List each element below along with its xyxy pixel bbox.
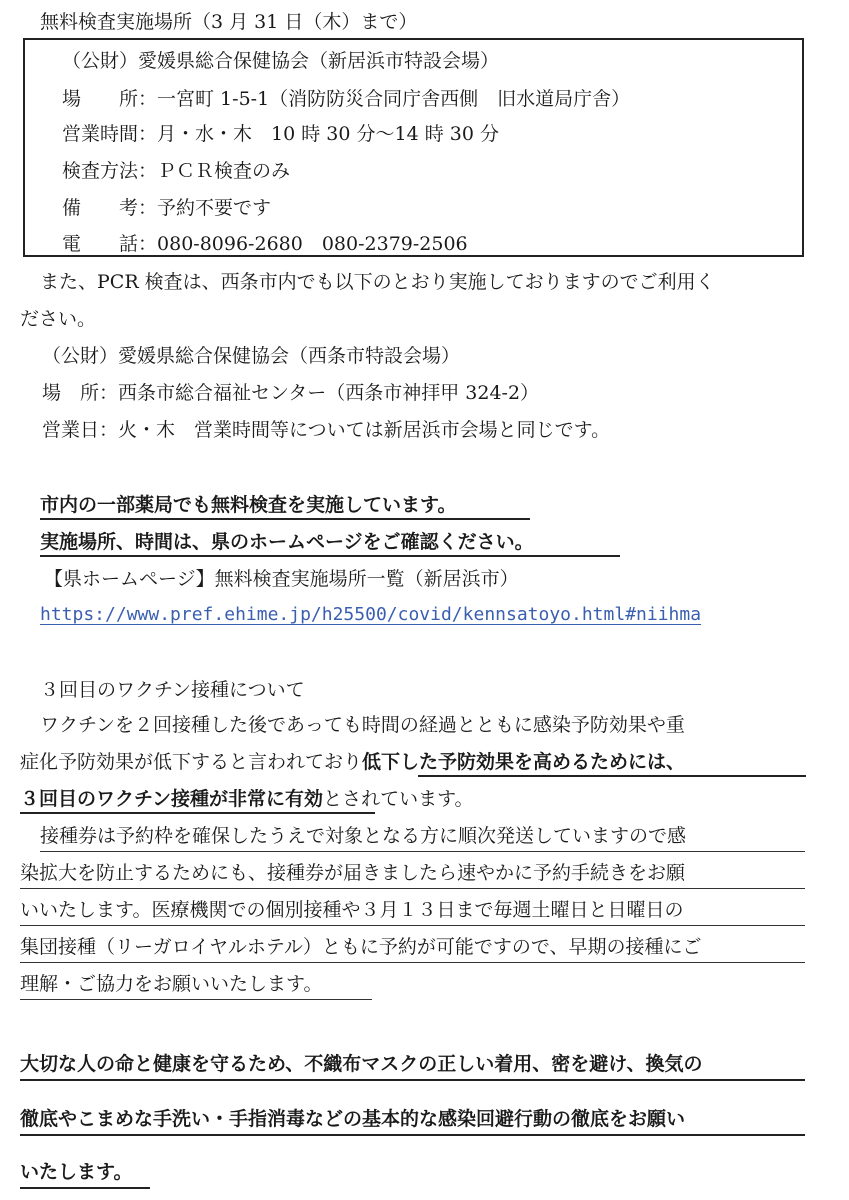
vaccine-p1-line2: [20, 753, 685, 772]
vaccine-p1-line3-plain: とされています。: [323, 788, 474, 810]
hours-label: 営業時間：: [62, 123, 158, 145]
vaccine-p1-line1: ワクチンを２回接種した後であっても時間の経過とともに感染予防効果や重: [40, 714, 685, 736]
saijo-org-name: （公財）愛媛県総合保健協会（西条市特設会場）: [42, 345, 461, 367]
pharmacy-line1: 市内の一部薬局でも無料検査を実施しています。: [40, 494, 457, 516]
vaccine-p2-underline4: [20, 962, 805, 963]
vaccine-p2-underline2: [20, 888, 805, 889]
location-value: 一宮町 1-5-1（消防防災合同庁舎西側 旧水道局庁舎）: [157, 88, 631, 110]
pharmacy-line2-underline: [40, 555, 620, 557]
location-row: [62, 90, 630, 109]
niihama-org-name: （公財）愛媛県総合保健協会（新居浜市特設会場）: [62, 50, 500, 72]
phone-label: 電 話：: [62, 233, 158, 255]
phone-row: [62, 235, 468, 254]
method-label: 検査方法：: [62, 160, 158, 182]
vaccine-p2-underline3: [20, 925, 805, 926]
saijo-intro-line2: ださい。: [20, 308, 97, 330]
closing-underline1: [20, 1079, 805, 1081]
vaccine-p2-line3: いいたします。医療機関での個別接種や３月１３日まで毎週土曜日と日曜日の: [20, 899, 684, 921]
saijo-days: 営業日：火・木 営業時間等については新居浜市会場と同じです。: [42, 419, 611, 441]
closing-line3: いたします。: [20, 1161, 133, 1183]
note-label: 備 考：: [62, 197, 158, 219]
vaccine-p2-line2: 染拡大を防止するためにも、接種券が届きましたら速やかに予約手続きをお願: [20, 862, 686, 884]
vaccine-p1-line2-plain: 症化予防効果が低下すると言われており: [20, 751, 363, 773]
method-row: [62, 162, 290, 181]
vaccine-p2-line1: 接種券は予約枠を確保したうえで対象となる方に順次発送していますので感: [40, 825, 687, 847]
saijo-location: 場 所：西条市総合福祉センター（西条市神拝甲 324-2）: [42, 382, 540, 404]
vaccine-p2-underline5: [20, 999, 372, 1000]
closing-underline2: [20, 1134, 805, 1136]
method-value: ＰＣＲ検査のみ: [157, 160, 291, 182]
vaccine-emphasis-underline2: [20, 812, 375, 814]
pref-link-label: 【県ホームページ】無料検査実施場所一覧（新居浜市）: [44, 568, 519, 590]
pharmacy-line2: 実施場所、時間は、県のホームページをご確認ください。: [40, 531, 534, 553]
vaccine-p1-line3-emphasis: ３回目のワクチン接種が非常に有効: [20, 788, 324, 810]
vaccine-heading: ３回目のワクチン接種について: [40, 679, 305, 701]
pref-homepage-link[interactable]: https://www.pref.ehime.jp/h25500/covid/kennsatoyo.html#niihma: [40, 604, 702, 625]
vaccine-p2-line5: 理解・ご協力をお願いいたします。: [20, 973, 323, 995]
vaccine-p2-underline1: [40, 851, 805, 852]
page-heading: 無料検査実施場所（3 月 31 日（木）まで）: [40, 11, 418, 33]
location-label: 場 所：: [62, 88, 158, 110]
note-row: [62, 199, 271, 218]
phone-value: 080-8096-2680 080-2379-2506: [157, 233, 468, 255]
saijo-intro-line1: また、PCR 検査は、西条市内でも以下のとおり実施しておりますのでご利用く: [40, 271, 715, 293]
vaccine-p2-line4: 集団接種（リーガロイヤルホテル）ともに予約が可能ですので、早期の接種にご: [20, 936, 702, 958]
closing-underline3: [20, 1187, 150, 1189]
pharmacy-line1-underline: [40, 518, 530, 520]
hours-row: [62, 125, 499, 144]
vaccine-p1-line2-emphasis: 低下した予防効果を高めるためには、: [362, 751, 686, 773]
closing-line1: 大切な人の命と健康を守るため、不織布マスクの正しい着用、密を避け、換気の: [20, 1053, 703, 1075]
closing-line2: 徹底やこまめな手洗い・手指消毒などの基本的な感染回避行動の徹底をお願い: [20, 1108, 686, 1130]
note-value: 予約不要です: [157, 197, 272, 219]
vaccine-emphasis-underline1: [418, 775, 806, 777]
vaccine-p1-line3: [20, 790, 474, 809]
hours-value: 月・水・木 10 時 30 分～14 時 30 分: [157, 123, 499, 145]
